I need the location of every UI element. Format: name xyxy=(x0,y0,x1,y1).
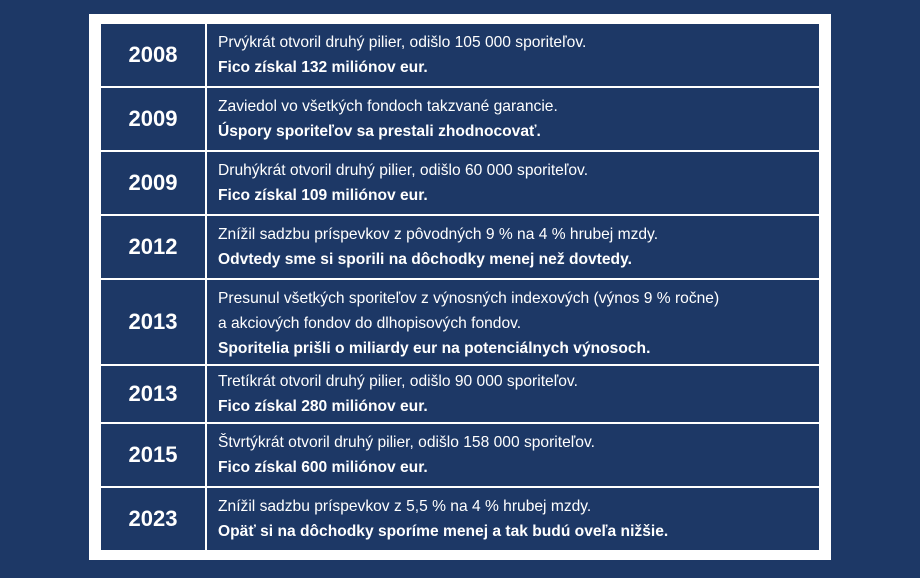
year-cell: 2012 xyxy=(101,216,205,278)
description-cell xyxy=(207,216,819,278)
description-cell xyxy=(207,424,819,486)
description-line: Znížil sadzbu príspevkov z 5,5 % na 4 % hrubej mzdy. xyxy=(218,498,592,515)
year-cell: 2009 xyxy=(101,88,205,150)
table-row xyxy=(101,88,819,150)
table-row xyxy=(101,24,819,86)
table-row xyxy=(101,424,819,486)
year-cell: 2023 xyxy=(101,488,205,550)
description-highlight: Odvtedy sme si sporili na dôchodky menej než dovtedy. xyxy=(218,251,632,268)
description-line: Znížil sadzbu príspevkov z pôvodných 9 % na 4 % hrubej mzdy. xyxy=(218,226,659,243)
year-cell: 2013 xyxy=(101,366,205,422)
description-highlight: Sporitelia prišli o miliardy eur na potenciálnych výnosoch. xyxy=(218,340,651,357)
description-cell xyxy=(207,488,819,550)
timeline-table xyxy=(101,24,819,550)
description-line: Štvrtýkrát otvoril druhý pilier, odišlo 158 000 sporiteľov. xyxy=(218,434,595,451)
description-highlight: Opäť si na dôchodky sporíme menej a tak budú oveľa nižšie. xyxy=(218,523,669,540)
description-highlight: Fico získal 132 miliónov eur. xyxy=(218,59,428,76)
description-cell xyxy=(207,24,819,86)
description-line: a akciových fondov do dlhopisových fondov. xyxy=(218,315,522,332)
table-row xyxy=(101,366,819,422)
table-frame xyxy=(89,14,831,560)
description-highlight: Fico získal 600 miliónov eur. xyxy=(218,459,428,476)
description-line: Druhýkrát otvoril druhý pilier, odišlo 60 000 sporiteľov. xyxy=(218,162,589,179)
table-row xyxy=(101,488,819,550)
description-line: Zaviedol vo všetkých fondoch takzvané garancie. xyxy=(218,98,558,115)
description-line: Prvýkrát otvoril druhý pilier, odišlo 105 000 sporiteľov. xyxy=(218,34,587,51)
description-cell xyxy=(207,280,819,364)
description-cell xyxy=(207,88,819,150)
description-line: Tretíkrát otvoril druhý pilier, odišlo 90 000 sporiteľov. xyxy=(218,373,578,390)
table-row xyxy=(101,216,819,278)
year-cell: 2015 xyxy=(101,424,205,486)
year-cell: 2009 xyxy=(101,152,205,214)
description-line: Presunul všetkých sporiteľov z výnosných indexových (výnos 9 % ročne) xyxy=(218,290,720,307)
description-highlight: Fico získal 109 miliónov eur. xyxy=(218,187,428,204)
description-cell xyxy=(207,366,819,422)
description-cell xyxy=(207,152,819,214)
year-cell: 2013 xyxy=(101,280,205,364)
table-row xyxy=(101,280,819,364)
description-highlight: Fico získal 280 miliónov eur. xyxy=(218,398,428,415)
year-cell: 2008 xyxy=(101,24,205,86)
table-row xyxy=(101,152,819,214)
description-highlight: Úspory sporiteľov sa prestali zhodnocovať. xyxy=(218,123,541,140)
